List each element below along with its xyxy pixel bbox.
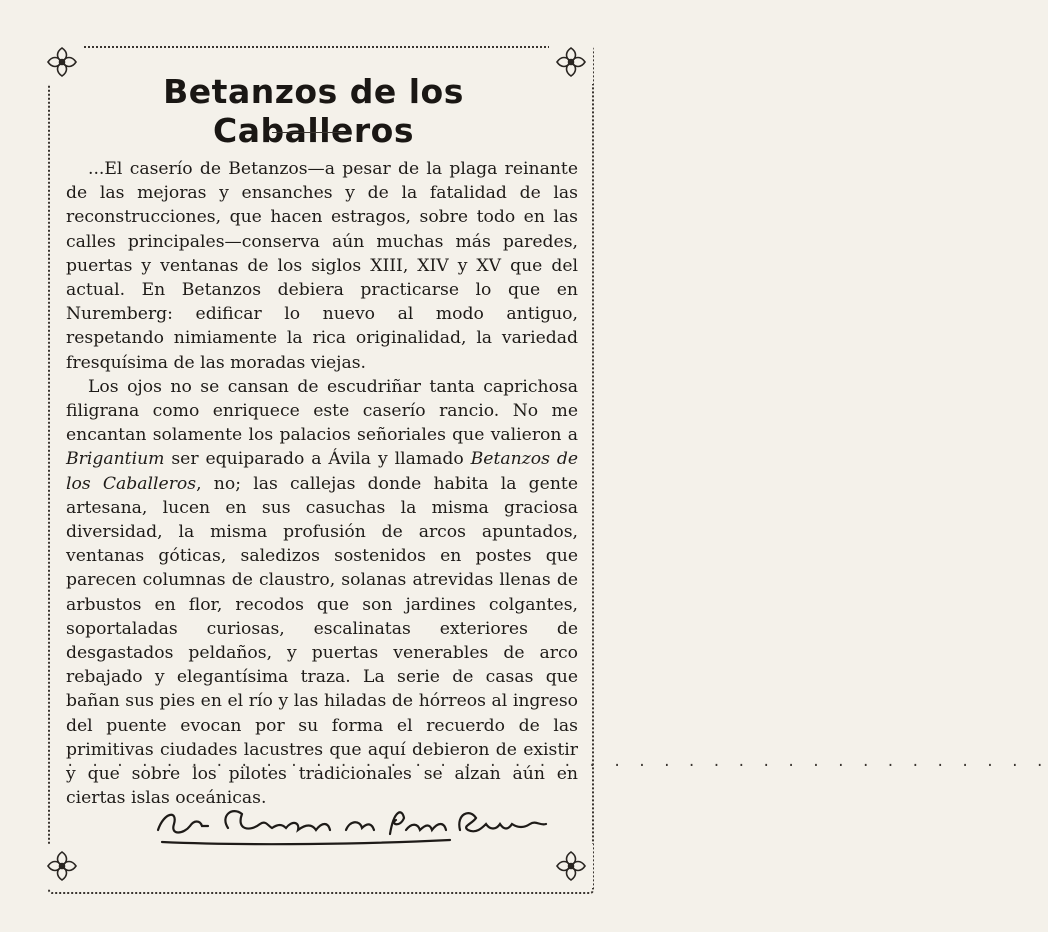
italic-brigantium: Brigantium	[66, 449, 165, 470]
paragraph-1: ...El caserío de Betanzos—a pesar de la plaga reinante de las mejoras y ensanches y de la fatalidad de las reconstrucciones, que hacen estragos, sobre todo en las calles principales—conserva aún muchas más paredes, puertas y ventanas de los siglos XIII, XIV y XV que del actual. En Betanzos debiera practicarse lo que en Nuremberg: edificar lo nuevo al modo antiguo, respetando nimiamente la rica originalidad, la variedad fresquísima de las moradas viejas.	[66, 159, 578, 373]
paragraph-2-part-2: ser equiparado a Ávila y llamado	[164, 449, 471, 470]
article-body	[66, 157, 1048, 810]
title-divider	[272, 132, 344, 133]
paragraph-2	[66, 375, 1048, 811]
ornament-flourish-icon	[40, 844, 84, 888]
italic-betanzos-caballeros: Betanzos de los Caballeros	[66, 449, 578, 494]
ornament-flourish-icon	[549, 844, 593, 888]
paragraph-2-part-1: Los ojos no se cansan de escudriñar tanta caprichosa filigrana como enriquece este caserío rancio. No me encantan solamente los palacios señoriales que valieron a	[66, 376, 578, 446]
ellipsis-row: . . . . . . . . . . . . . . . . . . . . . . . . . . . . . . . . . . . . . . . .	[66, 754, 1048, 770]
page-title: Betanzos de los Caballeros	[163, 72, 464, 150]
handwritten-signature	[150, 790, 550, 850]
paragraph-2-part-3: , no; las callejas donde habita la gente artesana, lucen en sus casuchas la misma graciosa diversidad, la misma profusión de arcos apuntados, ventanas góticas, saledizos sostenidos en postes que parecen columnas de claustro, solanas atrevidas llenas de arbustos en flor, recodos que son jardines colgantes, soportaladas curiosas, escalinatas exteriores de desgastados peldaños, y puertas venerables de arco rebajado y elegantísima traza. La serie de casas que bañan sus pies en el río y las hiladas de hórreos al ingreso del puente evocan por su forma el recuerdo de las primitivas ciudades lacustres que aquí debieron de existir y que sobre los pilotes tradicionales se alzan aún en ciertas islas oceánicas.	[66, 473, 578, 809]
